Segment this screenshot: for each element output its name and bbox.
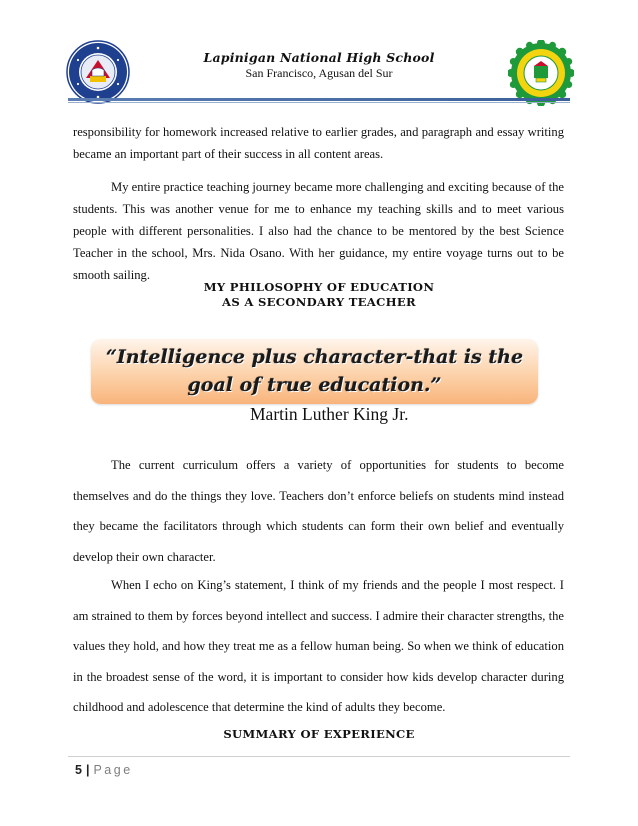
page-label: Page	[93, 763, 133, 777]
footer-separator: |	[85, 763, 90, 777]
section-heading-summary: SUMMARY OF EXPERIENCE	[223, 727, 415, 741]
school-address: San Francisco, Agusan del Sur	[245, 66, 393, 80]
paragraph-character: When I echo on King’s statement, I think of my friends and the people I most respect. I am strained to them by forces beyond intellect and success. I admire their character strengths, the values they hold, and how they treat me as a fellow human being. So when we think of education in the broadest sense of the word, it is important to consider how kids develop character during childhood and adolescence that determine the kind of adults they become.	[73, 578, 564, 714]
footer-divider	[68, 756, 570, 757]
paragraph-practice-teaching: My entire practice teaching journey became more challenging and exciting because of the students. This was another venue for me to enhance my teaching skills and to meet various people with different personalities. I also had the chance to be mentored by the best Science Teacher in the school, Mrs. Nida Osano. With her guidance, my entire voyage turns out to be smooth sailing.	[73, 180, 564, 282]
paragraph-homework: responsibility for homework increased relative to earlier grades, and paragraph and essay writing became an important part of their success in all content areas.	[73, 125, 564, 161]
page-header	[0, 0, 638, 110]
header-divider-thin	[68, 102, 570, 103]
section-heading-philosophy-line1: MY PHILOSOPHY OF EDUCATION	[203, 280, 435, 294]
page-footer	[75, 763, 133, 777]
quote-author: Martin Luther King Jr.	[250, 404, 409, 424]
school-seal-icon	[508, 40, 574, 106]
quote-text: “Intelligence plus character-that is the goal of true education.”	[105, 346, 524, 396]
section-heading-philosophy-line2: AS A SECONDARY TEACHER	[222, 295, 416, 309]
header-divider	[68, 98, 570, 101]
school-name: Lapinigan National High School	[203, 50, 435, 65]
paragraph-curriculum: The current curriculum offers a variety of opportunities for students to become themselves and do the things they love. Teachers don’t enforce beliefs on students mind instead they became the facilitators through which students can form their own belief and eventually develop their own character.	[73, 458, 564, 564]
page-number: 5	[75, 763, 82, 777]
